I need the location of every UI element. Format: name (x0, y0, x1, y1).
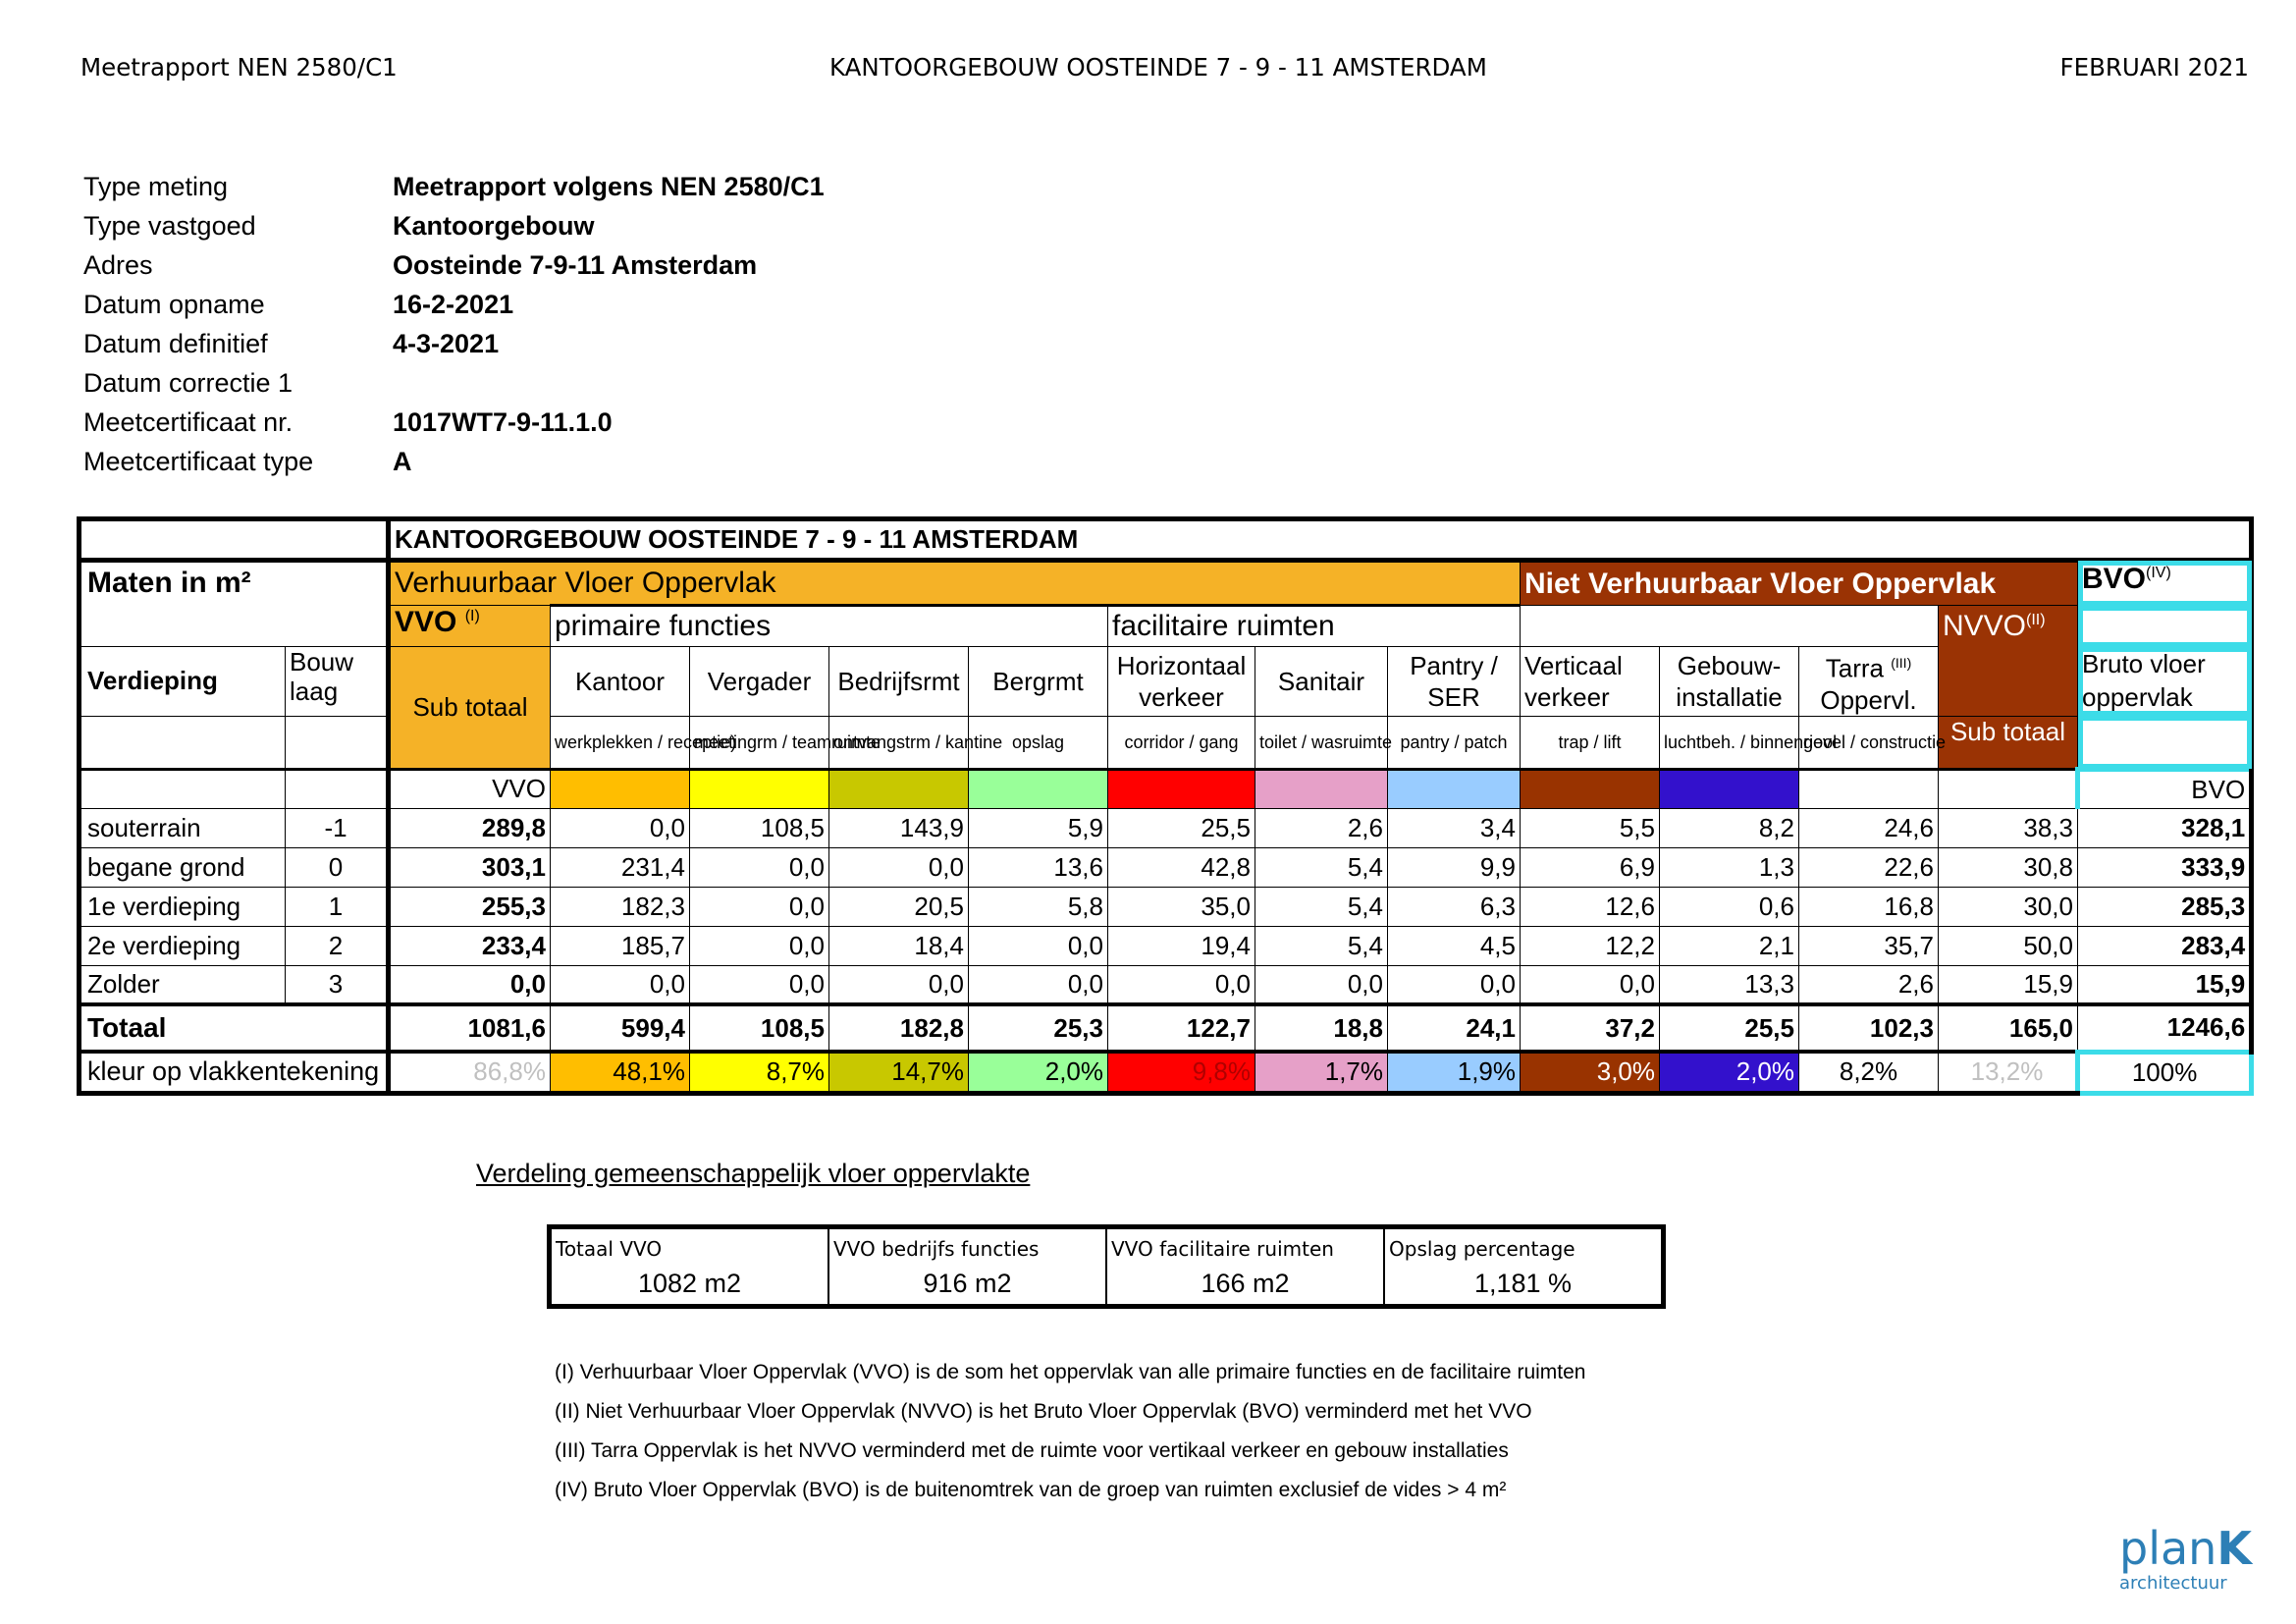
vvo-sup: (I) (464, 608, 480, 624)
nvvo-total: 165,0 (1939, 1004, 2078, 1052)
table-row (80, 847, 2252, 887)
bvo-header (2078, 561, 2252, 606)
col-tarra (1799, 647, 1939, 717)
table-row (80, 808, 2252, 847)
nvvo-cell: 30,8 (1939, 847, 2078, 887)
nvvo-pct: 13,2% (1939, 1052, 2078, 1093)
table-title: KANTOORGEBOUW OOSTEINDE 7 - 9 - 11 AMSTERDAM (389, 519, 2252, 561)
nvvo-cell: 38,3 (1939, 808, 2078, 847)
bedrijf-total: 182,8 (829, 1004, 969, 1052)
col-kantoor-sub: werkplekken / receptie) (551, 716, 690, 769)
logo-text-a: plan (2119, 1522, 2217, 1575)
nvvo-subtotal-header: Sub totaal (1939, 716, 2078, 769)
swatch-verticaal (1521, 769, 1660, 808)
building-header: KANTOORGEBOUW OOSTEINDE 7 - 9 - 11 AMSTERDAM (829, 53, 1487, 81)
meta-label: Type meting (83, 172, 229, 201)
bedrijf-cell: 0,0 (829, 965, 969, 1004)
col-berg-sub: opslag (969, 716, 1108, 769)
meta-label: Type vastgoed (83, 211, 256, 241)
vvo-cell: 303,1 (389, 847, 551, 887)
vvo-cell: 0,0 (389, 965, 551, 1004)
col-sanitair: Sanitair (1255, 647, 1388, 717)
units-label: Maten in m² (80, 561, 389, 647)
col-pantry-sub: pantry / patch (1388, 716, 1521, 769)
bvo-cell: 283,4 (2078, 926, 2252, 965)
vvo-group-header: Verhuurbaar Vloer Oppervlak (389, 561, 1521, 606)
swatch-horizontaal (1108, 769, 1255, 808)
floor-level: 2 (286, 926, 389, 965)
col-pantry (1388, 647, 1521, 717)
meta-label: Datum opname (83, 290, 265, 319)
meta-label: Meetcertificaat type (83, 447, 314, 476)
footnote: (III) Tarra Oppervlak is het NVVO verminderd met de ruimte voor vertikaal verkeer en gebouw installaties (555, 1439, 1509, 1462)
swatch-sanitair (1255, 769, 1388, 808)
col-verticaal-sub: trap / lift (1521, 716, 1660, 769)
kantoor-total: 599,4 (551, 1004, 690, 1052)
logo-wordmark (2119, 1522, 2252, 1575)
sanitair-pct: 1,7% (1255, 1052, 1388, 1093)
distribution-cell (1107, 1229, 1385, 1304)
floor-level: 0 (286, 847, 389, 887)
verticaal-cell: 12,6 (1521, 887, 1660, 926)
bedrijf-cell: 18,4 (829, 926, 969, 965)
col-tarra-sup: (III) (1891, 655, 1912, 671)
pantry-cell: 6,3 (1388, 887, 1521, 926)
bvo-blank (2078, 716, 2252, 769)
tarra-cell: 2,6 (1799, 965, 1939, 1004)
vvo-pct: 86,8% (389, 1052, 551, 1093)
gebouw-cell: 13,3 (1660, 965, 1799, 1004)
bedrijf-cell: 0,0 (829, 847, 969, 887)
nvvo-cell: 30,0 (1939, 887, 2078, 926)
berg-total: 25,3 (969, 1004, 1108, 1052)
horizontaal-total: 122,7 (1108, 1004, 1255, 1052)
floor-level: -1 (286, 808, 389, 847)
tarra-cell: 16,8 (1799, 887, 1939, 926)
col-tarra-line2: Oppervl. (1820, 684, 1917, 715)
meta-label: Meetcertificaat nr. (83, 407, 294, 437)
pantry-total: 24,1 (1388, 1004, 1521, 1052)
bedrijf-cell: 20,5 (829, 887, 969, 926)
meta-value: Oosteinde 7-9-11 Amsterdam (393, 250, 758, 280)
distribution-box (547, 1224, 1666, 1309)
horizontaal-cell: 42,8 (1108, 847, 1255, 887)
col-verticaal-line1: Verticaal (1524, 650, 1623, 680)
gebouw-total: 25,5 (1660, 1004, 1799, 1052)
col-vergader-sub: meetingrm / teamruimte (690, 716, 829, 769)
distribution-value: 1,181 % (1473, 1269, 1573, 1298)
facility-rooms-header: facilitaire ruimten (1108, 606, 1521, 647)
col-kantoor: Kantoor (551, 647, 690, 717)
col-verticaal-line2: verkeer (1524, 681, 1610, 712)
total-row (80, 1004, 2252, 1052)
tarra-pct: 8,2% (1799, 1052, 1939, 1093)
col-tarra-sub: gevel / constructie (1799, 716, 1939, 769)
kantoor-cell: 185,7 (551, 926, 690, 965)
floor-name: begane grond (80, 847, 286, 887)
horizontaal-pct: 9,8% (1108, 1052, 1255, 1093)
nvvo-cell: 50,0 (1939, 926, 2078, 965)
bvo-cell: 15,9 (2078, 965, 2252, 1004)
nvvo-spacer (1521, 606, 1939, 647)
bvo-pct: 100% (2078, 1052, 2252, 1093)
col-tarra-text: Tarra (1825, 653, 1884, 683)
bvo-cell: 285,3 (2078, 887, 2252, 926)
table-row (80, 887, 2252, 926)
col-horizontaal-line2: verkeer (1139, 681, 1224, 712)
bvo-unit: BVO (2078, 769, 2252, 808)
col-gebouw (1660, 647, 1799, 717)
vergader-cell: 0,0 (690, 965, 829, 1004)
distribution-value: 1082 m2 (637, 1269, 742, 1298)
color-legend-row (80, 1052, 2252, 1093)
distribution-value: 166 m2 (1201, 1269, 1290, 1298)
berg-pct: 2,0% (969, 1052, 1108, 1093)
level-column-header (286, 647, 389, 717)
area-table (77, 516, 2254, 1096)
bedrijf-pct: 14,7% (829, 1052, 969, 1093)
sanitair-cell: 5,4 (1255, 926, 1388, 965)
kantoor-cell: 0,0 (551, 808, 690, 847)
swatch-vergader (690, 769, 829, 808)
gebouw-cell: 2,1 (1660, 926, 1799, 965)
level-header-line1: Bouw (290, 647, 354, 677)
vvo-cell: 255,3 (389, 887, 551, 926)
pantry-cell: 4,5 (1388, 926, 1521, 965)
level-spacer (286, 716, 389, 769)
gebouw-cell: 1,3 (1660, 847, 1799, 887)
footnote: (IV) Bruto Vloer Oppervlak (BVO) is de buitenomtrek van de groep van ruimten exclusief de vides > 4 m² (555, 1479, 1507, 1501)
gebouw-pct: 2,0% (1660, 1052, 1799, 1093)
date-header: FEBRUARI 2021 (2059, 53, 2249, 81)
floor-spacer (80, 716, 286, 769)
primary-functions-header: primaire functies (551, 606, 1108, 647)
bvo-desc-line1: Bruto vloer (2082, 649, 2206, 678)
floor-name: souterrain (80, 808, 286, 847)
swatch-tarra (1799, 769, 1939, 808)
col-vergader: Vergader (690, 647, 829, 717)
horizontaal-cell: 25,5 (1108, 808, 1255, 847)
kantoor-pct: 48,1% (551, 1052, 690, 1093)
swatch-pantry (1388, 769, 1521, 808)
vvo-subtotal-header: Sub totaal (389, 647, 551, 770)
nvvo-cell: 15,9 (1939, 965, 2078, 1004)
berg-cell: 5,9 (969, 808, 1108, 847)
bvo-cell: 328,1 (2078, 808, 2252, 847)
col-gebouw-line1: Gebouw- (1677, 650, 1782, 680)
floor-name: 2e verdieping (80, 926, 286, 965)
vergader-cell: 108,5 (690, 808, 829, 847)
bvo-spacer (2078, 606, 2252, 647)
kantoor-cell: 182,3 (551, 887, 690, 926)
sanitair-cell: 2,6 (1255, 808, 1388, 847)
verticaal-cell: 5,5 (1521, 808, 1660, 847)
gebouw-cell: 8,2 (1660, 808, 1799, 847)
distribution-label: Totaal VVO (556, 1237, 663, 1261)
logo-text-b: K (2216, 1522, 2252, 1575)
floor-column-header: Verdieping (80, 647, 286, 717)
level-header-line2: laag (290, 677, 339, 706)
swatch-nvvo (1939, 769, 2078, 808)
swatch-gebouw (1660, 769, 1799, 808)
distribution-cell (829, 1229, 1107, 1304)
sanitair-cell: 5,4 (1255, 847, 1388, 887)
footnote: (I) Verhuurbaar Vloer Oppervlak (VVO) is de som het oppervlak van alle primaire functies en de facilitaire ruimten (555, 1361, 1586, 1383)
col-tarra-line1 (1803, 647, 1934, 684)
verticaal-cell: 0,0 (1521, 965, 1660, 1004)
table-row (80, 926, 2252, 965)
distribution-cell (552, 1229, 829, 1304)
horizontaal-cell: 19,4 (1108, 926, 1255, 965)
vergader-cell: 0,0 (690, 887, 829, 926)
verticaal-cell: 6,9 (1521, 847, 1660, 887)
col-berg: Bergrmt (969, 647, 1108, 717)
tarra-cell: 22,6 (1799, 847, 1939, 887)
bvo-desc-line2: oppervlak (2082, 682, 2193, 712)
verticaal-cell: 12,2 (1521, 926, 1660, 965)
floor-name: Zolder (80, 965, 286, 1004)
floor-level: 1 (286, 887, 389, 926)
vvo-cell: 233,4 (389, 926, 551, 965)
meta-value: A (393, 447, 412, 476)
bvo-sup: (IV) (2146, 565, 2171, 581)
col-pantry-line1: Pantry / (1410, 650, 1498, 680)
meta-value: Kantoorgebouw (393, 211, 595, 241)
bvo-description (2078, 647, 2252, 717)
swatch-spacer (80, 769, 286, 808)
pantry-cell: 3,4 (1388, 808, 1521, 847)
nvvo-text: NVVO (1943, 610, 2027, 642)
table-row (80, 965, 2252, 1004)
bvo-cell: 333,9 (2078, 847, 2252, 887)
col-pantry-line2: SER (1427, 681, 1480, 712)
distribution-value: 916 m2 (923, 1269, 1012, 1298)
berg-cell: 0,0 (969, 965, 1108, 1004)
bvo-total: 1246,6 (2078, 1004, 2252, 1052)
floor-name: 1e verdieping (80, 887, 286, 926)
distribution-label: VVO bedrijfs functies (833, 1237, 1040, 1261)
gebouw-cell: 0,6 (1660, 887, 1799, 926)
tarra-total: 102,3 (1799, 1004, 1939, 1052)
col-horizontaal-line1: Horizontaal (1116, 650, 1247, 680)
pantry-cell: 9,9 (1388, 847, 1521, 887)
horizontaal-cell: 35,0 (1108, 887, 1255, 926)
distribution-label: VVO facilitaire ruimten (1111, 1237, 1334, 1261)
nvvo-sup: (II) (2026, 612, 2046, 628)
total-label: Totaal (80, 1004, 389, 1052)
bvo-label: BVO (2082, 563, 2147, 595)
verticaal-total: 37,2 (1521, 1004, 1660, 1052)
col-bedrijf-sub: ontvangstrm / kantine (829, 716, 969, 769)
swatch-bedrijf (829, 769, 969, 808)
verticaal-pct: 3,0% (1521, 1052, 1660, 1093)
meta-value: 4-3-2021 (393, 329, 500, 358)
meta-label: Adres (83, 250, 153, 280)
vergader-cell: 0,0 (690, 926, 829, 965)
horizontaal-cell: 0,0 (1108, 965, 1255, 1004)
footnotes (555, 1353, 1585, 1510)
sanitair-total: 18,8 (1255, 1004, 1388, 1052)
col-sanitair-sub: toilet / wasruimte (1255, 716, 1388, 769)
meta-label: Datum correctie 1 (83, 368, 294, 398)
vergader-cell: 0,0 (690, 847, 829, 887)
vergader-pct: 8,7% (690, 1052, 829, 1093)
vvo-total: 1081,6 (389, 1004, 551, 1052)
berg-cell: 5,8 (969, 887, 1108, 926)
distribution-cell (1385, 1229, 1661, 1304)
col-bedrijf: Bedrijfsrmt (829, 647, 969, 717)
swatch-berg (969, 769, 1108, 808)
sanitair-cell: 0,0 (1255, 965, 1388, 1004)
sanitair-cell: 5,4 (1255, 887, 1388, 926)
plank-logo (2119, 1522, 2252, 1594)
kantoor-cell: 0,0 (551, 965, 690, 1004)
col-verticaal (1521, 647, 1660, 717)
title-spacer (80, 519, 389, 561)
distribution-label: Opslag percentage (1389, 1237, 1575, 1261)
color-legend-label: kleur op vlakkentekening (80, 1052, 389, 1093)
distribution-title: Verdeling gemeenschappelijk vloer oppervlakte (476, 1159, 1031, 1188)
vvo-label (389, 606, 551, 647)
col-horizontaal-sub: corridor / gang (1108, 716, 1255, 769)
meta-label: Datum definitief (83, 329, 268, 358)
tarra-cell: 24,6 (1799, 808, 1939, 847)
pantry-cell: 0,0 (1388, 965, 1521, 1004)
bedrijf-cell: 143,9 (829, 808, 969, 847)
footnote: (II) Niet Verhuurbaar Vloer Oppervlak (NVVO) is het Bruto Vloer Oppervlak (BVO) verminderd met het VVO (555, 1400, 1532, 1423)
vvo-cell: 289,8 (389, 808, 551, 847)
berg-cell: 13,6 (969, 847, 1108, 887)
tarra-cell: 35,7 (1799, 926, 1939, 965)
col-horizontaal (1108, 647, 1255, 717)
pantry-pct: 1,9% (1388, 1052, 1521, 1093)
col-gebouw-line2: installatie (1676, 681, 1783, 712)
logo-subtitle: architectuur (2119, 1573, 2227, 1594)
meta-value: 16-2-2021 (393, 290, 514, 319)
report-type-header: Meetrapport NEN 2580/C1 (80, 53, 398, 81)
kantoor-cell: 231,4 (551, 847, 690, 887)
vergader-total: 108,5 (690, 1004, 829, 1052)
meta-value: Meetrapport volgens NEN 2580/C1 (393, 172, 825, 201)
nvvo-group-header: Niet Verhuurbaar Vloer Oppervlak (1521, 561, 2078, 606)
vvo-unit: VVO (389, 769, 551, 808)
swatch-kantoor (551, 769, 690, 808)
berg-cell: 0,0 (969, 926, 1108, 965)
floor-level: 3 (286, 965, 389, 1004)
meta-value: 1017WT7-9-11.1.0 (393, 407, 613, 437)
col-gebouw-sub: luchtbeh. / binnenriool (1660, 716, 1799, 769)
swatch-spacer (286, 769, 389, 808)
vvo-text: VVO (395, 606, 457, 638)
nvvo-label (1939, 606, 2078, 717)
